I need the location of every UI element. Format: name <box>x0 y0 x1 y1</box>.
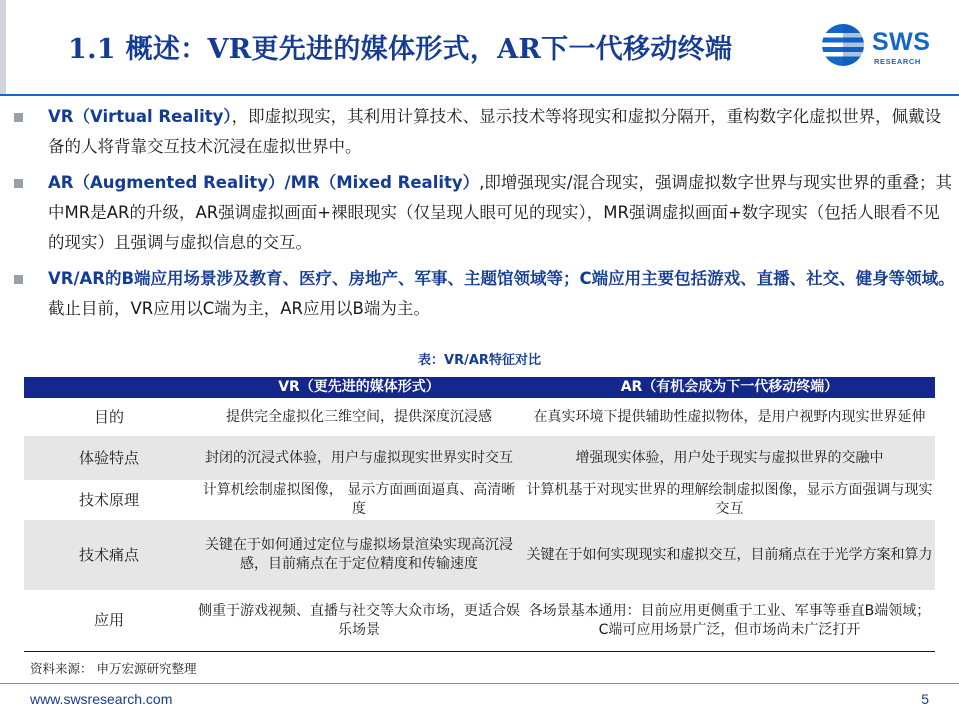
footer-website-link[interactable]: www.swsresearch.com <box>30 691 173 707</box>
square-bullet-icon <box>14 179 23 188</box>
bullet-item-applications <box>10 264 955 324</box>
table-row <box>24 590 935 651</box>
vr-cell: 关键在于如何通过定位与虚拟场景渲染实现高沉浸感，目前痛点在于定位精度和传输速度 <box>194 520 524 590</box>
ar-cell: 在真实环境下提供辅助性虚拟物体，是用户视野内现实世界延伸 <box>524 398 935 436</box>
table-header-vr: VR（更先进的媒体形式） <box>194 377 524 398</box>
row-label: 目的 <box>24 398 194 436</box>
header-accent-bar <box>0 0 6 94</box>
table-bottom-rule <box>24 651 935 652</box>
vr-cell: 计算机绘制虚拟图像， 显示方面画面逼真、高清晰度 <box>194 480 524 520</box>
ar-cell: 各场景基本通用：目前应用更侧重于工业、军事等垂直B端领域；C端可应用场景广泛，但市场尚未广泛打开 <box>524 590 935 651</box>
ar-cell: 关键在于如何实现现实和虚拟交互，目前痛点在于光学方案和算力 <box>524 520 935 590</box>
ar-cell: 计算机基于对现实世界的理解绘制虚拟图像，显示方面强调与现实交互 <box>524 480 935 520</box>
table-row <box>24 436 935 480</box>
square-bullet-icon <box>14 275 23 284</box>
footer-divider <box>0 683 959 684</box>
header-divider <box>0 94 959 96</box>
source-note: 资料来源： 申万宏源研究整理 <box>30 661 197 676</box>
row-label: 体验特点 <box>24 436 194 480</box>
page-number: 5 <box>921 691 929 707</box>
bullet-item-ar-mr <box>10 168 955 258</box>
sws-logo <box>820 22 942 72</box>
bullet-highlight: AR（Augmented Reality）/MR（Mixed Reality） <box>48 173 480 192</box>
bullet-text: ，即虚拟现实，其利用计算技术、显示技术等将现实和虚拟分隔开，重构数字化虚拟世界，佩戴设备的人将背靠交互技术沉浸在虚拟世界中。 <box>48 107 942 156</box>
row-label: 技术痛点 <box>24 520 194 590</box>
bullet-highlight: VR（Virtual Reality） <box>48 107 232 126</box>
table-header-row <box>24 377 935 398</box>
table-header-ar: AR（有机会成为下一代移动终端） <box>524 377 935 398</box>
table-row <box>24 520 935 590</box>
logo-subtitle: RESEARCH <box>874 57 921 66</box>
table-caption: 表：VR/AR特征对比 <box>418 353 541 368</box>
bullet-highlight: VR/AR的B端应用场景涉及教育、医疗、房地产、军事、主题馆领域等；C端应用主要包括游戏、直播、社交、健身等领域。 <box>48 269 955 288</box>
vr-cell: 提供完全虚拟化三维空间，提供深度沉浸感 <box>194 398 524 436</box>
bullet-text: ,即增强现实/混合现实，强调虚拟数字世界与现实世界的重叠；其中MR是AR的升级，AR强调虚拟画面+裸眼现实（仅呈现人眼可见的现实），MR强调虚拟画面+数字现实（包括人眼看不见的现实）且强调与虚拟信息的交互。 <box>48 173 952 252</box>
square-bullet-icon <box>14 113 23 122</box>
logo-wordmark: SWS <box>872 28 931 56</box>
slide-header <box>0 0 959 94</box>
bullet-item-vr <box>10 102 955 162</box>
sws-logo-icon <box>820 22 866 68</box>
table-header-blank <box>24 377 194 398</box>
ar-cell: 增强现实体验，用户处于现实与虚拟世界的交融中 <box>524 436 935 480</box>
slide-title: 1.1 概述：VR更先进的媒体形式，AR下一代移动终端 <box>68 34 733 65</box>
vr-cell: 封闭的沉浸式体验，用户与虚拟现实世界实时交互 <box>194 436 524 480</box>
bullet-text: 截止目前，VR应用以C端为主，AR应用以B端为主。 <box>48 299 430 318</box>
table-row <box>24 398 935 436</box>
table-row <box>24 480 935 520</box>
vr-cell: 侧重于游戏视频、直播与社交等大众市场，更适合娱乐场景 <box>194 590 524 651</box>
vr-ar-comparison-table <box>24 377 935 651</box>
row-label: 技术原理 <box>24 480 194 520</box>
bullet-list <box>10 102 955 330</box>
row-label: 应用 <box>24 590 194 651</box>
